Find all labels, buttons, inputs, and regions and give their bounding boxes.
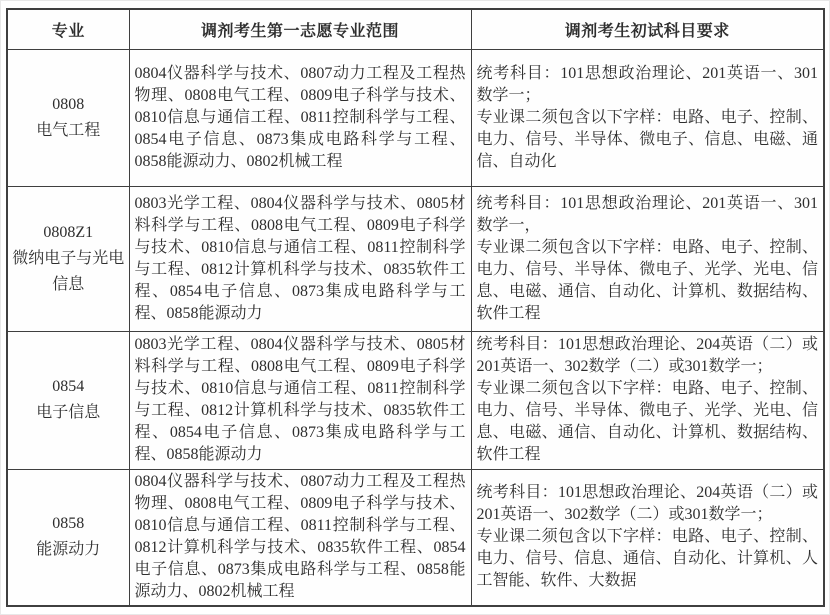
major-cell: [7, 331, 129, 469]
major-cell: [7, 186, 129, 331]
scope-cell: 0803光学工程、0804仪器科学与技术、0805材料科学与工程、0808电气工程、0809电子科学与技术、0810信息与通信工程、0811控制科学与工程、0812计算机科学与技术、0835软件工程、0854电子信息、0873集成电路科学与工程、0858能源动力: [129, 331, 471, 469]
major-name: 电子信息: [36, 404, 101, 421]
table-row-0854: [7, 331, 824, 469]
header-major: 专业: [7, 9, 129, 49]
table-header-row: [7, 9, 824, 49]
requirements-cell: [471, 331, 824, 469]
major-code: 0808: [52, 95, 85, 113]
major-cell: [7, 469, 129, 606]
exam-subjects-text: 统考科目：101思想政治理论、201英语一、301数学一，: [476, 194, 818, 234]
requirements-cell: [471, 469, 824, 606]
exam-subjects-text: 统考科目：101思想政治理论、201英语一、301数学一；: [476, 64, 818, 104]
major-name: 微纳电子与光电信息: [12, 249, 125, 293]
course-keywords-text: 专业课二须包含以下字样：电路、电子、控制、电力、信号、半导体、微电子、信息、电磁、通信、自动化: [476, 108, 818, 170]
major-name: 电气工程: [36, 121, 101, 139]
course-keywords-text: 专业课二须包含以下字样：电路、电子、控制、电力、信号、信息、通信、自动化、计算机、人工智能、软件、大数据: [476, 528, 818, 590]
header-requirements: 调剂考生初试科目要求: [471, 9, 824, 49]
major-code: 0858: [52, 515, 85, 533]
table-row-0808z1: [7, 186, 824, 331]
major-name: 能源动力: [36, 541, 101, 559]
adjustment-requirements-table: [6, 8, 825, 607]
header-scope: 调剂考生第一志愿专业范围: [129, 9, 471, 49]
requirements-cell: [471, 186, 824, 331]
course-keywords-text: 专业课二须包含以下字样：电路、电子、控制、电力、信号、半导体、微电子、光学、光电、信息、电磁、通信、自动化、计算机、数据结构、软件工程: [476, 380, 818, 463]
table-row-0858: [7, 469, 824, 606]
major-code: 0808Z1: [43, 223, 94, 241]
exam-subjects-text: 统考科目：101思想政治理论、204英语（二）或201英语一、302数学（二）或301数学一；: [476, 336, 818, 375]
course-keywords-text: 专业课二须包含以下字样：电路、电子、控制、电力、信号、半导体、微电子、光学、光电、信息、电磁、通信、自动化、计算机、数据结构、软件工程: [476, 238, 818, 322]
scope-cell: 0804仪器科学与技术、0807动力工程及工程热物理、0808电气工程、0809电子科学与技术、0810信息与通信工程、0811控制科学与工程、0854电子信息、0873集成电路科学与工程、0858能源动力、0802机械工程: [129, 49, 471, 186]
major-code: 0854: [52, 378, 85, 395]
scope-cell: 0803光学工程、0804仪器科学与技术、0805材料科学与工程、0808电气工程、0809电子科学与技术、0810信息与通信工程、0811控制科学与工程、0812计算机科学与技术、0835软件工程、0854电子信息、0873集成电路科学与工程、0858能源动力: [129, 186, 471, 331]
requirements-cell: [471, 49, 824, 186]
exam-subjects-text: 统考科目：101思想政治理论、204英语（二）或201英语一、302数学（二）或301数学一；: [476, 484, 818, 524]
scope-cell: 0804仪器科学与技术、0807动力工程及工程热物理、0808电气工程、0809电子科学与技术、0810信息与通信工程、0811控制科学与工程、0812计算机科学与技术、0835软件工程、0854电子信息、0873集成电路科学与工程、0858能源动力、0802机械工程: [129, 469, 471, 606]
table-row-0808: [7, 49, 824, 186]
major-cell: [7, 49, 129, 186]
